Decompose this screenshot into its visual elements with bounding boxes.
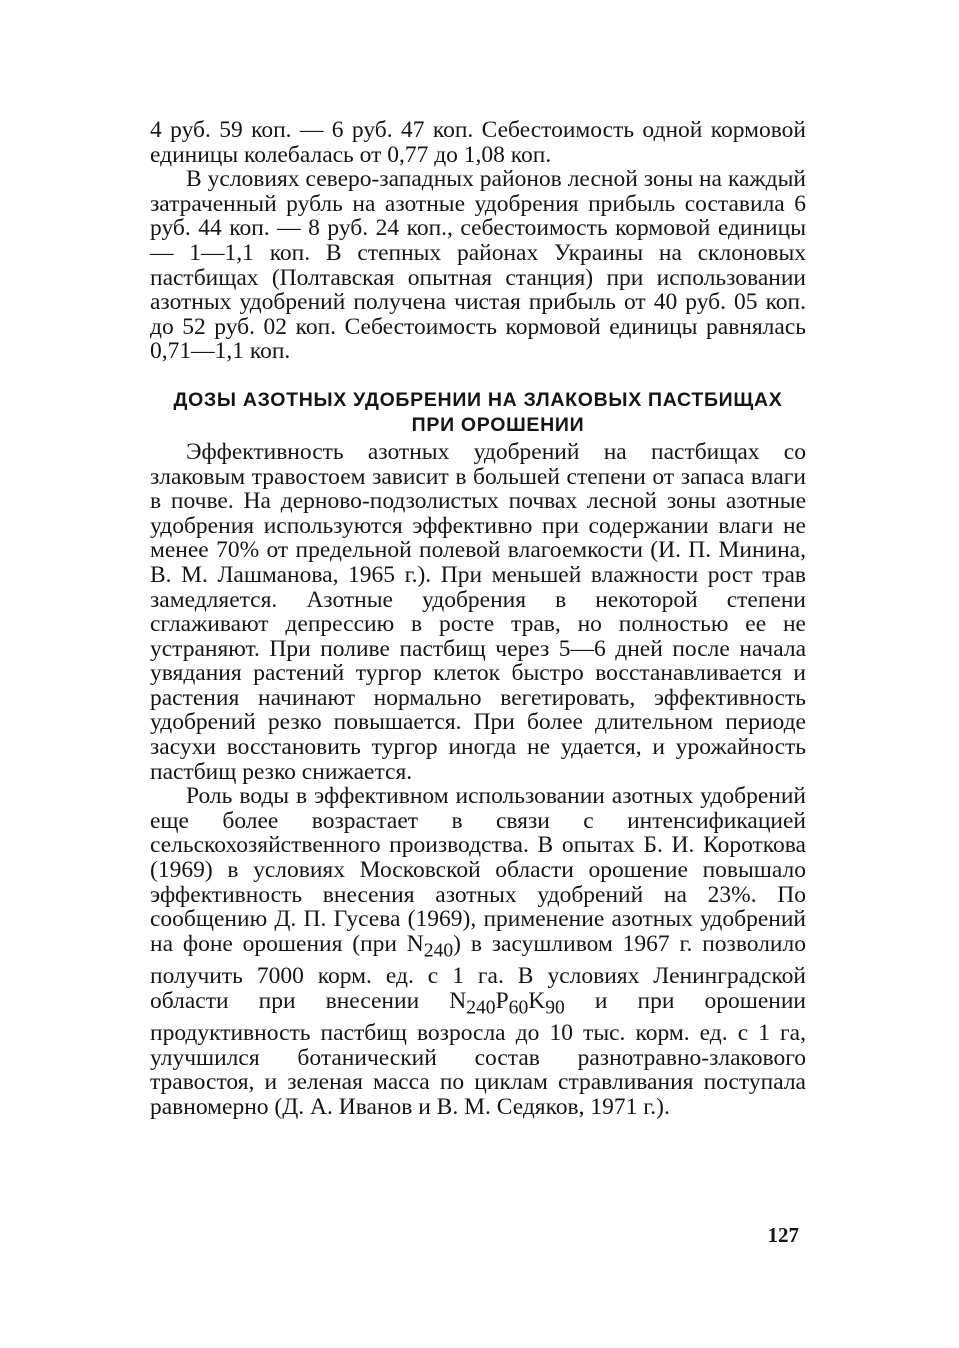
subscript-n240-first: 240 (423, 940, 454, 962)
subscript-p60: 60 (508, 997, 529, 1019)
paragraph-northwest-profit: В условиях северо-западных районов лесной зоны на каждый затраченный рубль на азотные удобрения прибыль составила 6 руб. 44 коп. — 8 руб. 24 коп., себестоимость кормовой единицы — 1—1,1 коп. В степных районах Украины на склоновых пастбищах (Полтавская опытная станция) при использовании азотных удобрений получена чистая прибыль от 40 руб. 05 коп. до 52 руб. 02 коп. Себестоимость кормовой единицы равнялась 0,71—1,1 коп. (150, 166, 806, 365)
page-number: 127 (767, 1223, 799, 1247)
irrigation-text-c: P (495, 987, 509, 1014)
paragraph-continuation: 4 руб. 59 коп. — 6 руб. 47 коп. Себестоимость одной кормовой единицы колебалась от 0,77 до 1,08 коп. (150, 117, 806, 168)
irrigation-text-d: K (528, 987, 546, 1014)
irrigation-text-e: и при орошении продуктивность пастбищ возросла до 10 тыс. корм. ед. с 1 га, улучшился ботанический состав разнотравно-злакового травостоя, и зеленая масса по циклам стравливания поступала равномерно (Д. А. Иванов и В. М. Седяков, 1971 г.). (150, 987, 807, 1120)
subscript-k90: 90 (545, 997, 565, 1019)
paragraph-irrigation-role (150, 784, 806, 1119)
paragraph-moisture-effect: Эффективность азотных удобрений на пастбищах со злаковым травостоем зависит в большей степени от запаса влаги в почве. На дерново-подзолистых почвах лесной зоны азотные удобрения используются эффективно при содержании влаги не менее 70% от предельной полевой влагоемкости (И. П. Минина, В. М. Лашманова, 1965 г.). При меньшей влажности рост трав замедляется. Азотные удобрения в некоторой степени сглаживают депрессию в росте трав, но полностью ее не устраняют. При поливе пастбищ через 5—6 дней после начала увядания растений тургор клеток быстро восстанавливается и растения начинают нормально вегетировать, эффективность удобрений резко повышается. При более длительном периоде засухи восстановить тургор иногда не удается, и урожайность пастбищ резко снижается. (150, 438, 806, 785)
irrigation-text-b: ) в засушливом 1967 г. позволило получить 7000 корм. ед. с 1 га. В условиях Ленинградской области при внесении N (150, 930, 806, 1014)
irrigation-text-a: Роль воды в эффективном использовании азотных удобрений еще более возрастает в связи с интенсификацией сельскохозяйственного производства. В опытах Б. И. Короткова (1969) в условиях Московской области орошение повышало эффективность внесения азотных удобрений на 23%. По сообщению Д. П. Гусева (1969), применение азотных удобрений на фоне орошения (при N (150, 783, 806, 957)
section-heading-line2: ПРИ ОРОШЕНИИ (411, 413, 585, 436)
section-heading-line1: ДОЗЫ АЗОТНЫХ УДОБРЕНИИ НА ЗЛАКОВЫХ ПАСТБИЩАХ (173, 388, 783, 411)
page-body (150, 118, 806, 1119)
subscript-n240-second: 240 (466, 997, 496, 1019)
section-heading (150, 388, 806, 438)
